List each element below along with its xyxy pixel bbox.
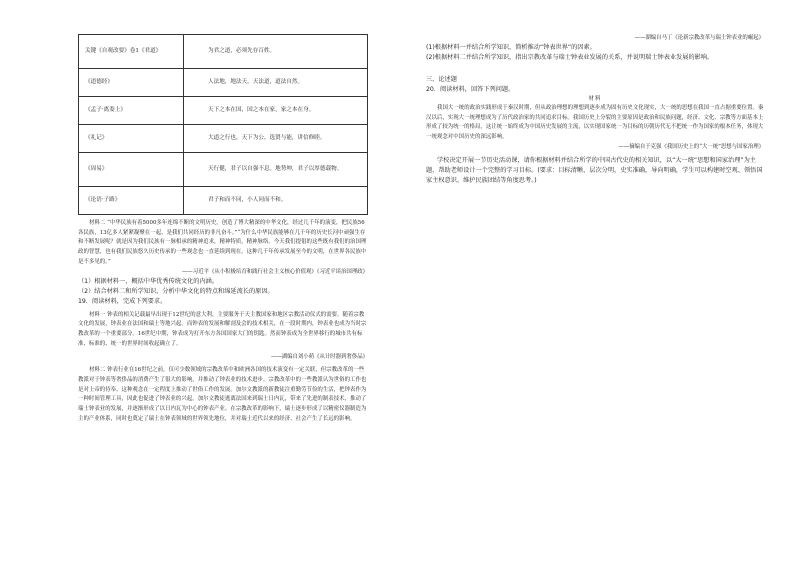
- material-two-citation: ——习近平《从小积极培育和践行社会主义核心价值观》《习近平谈治国理政》: [182, 268, 368, 275]
- table-cell-source: 《道德经》: [79, 69, 184, 97]
- section-heading: 三、论述题: [426, 76, 457, 83]
- table-cell-source: 《礼记》: [79, 125, 184, 153]
- classics-table: [78, 34, 368, 215]
- question-20-intro: 20．阅读材料，回答下列问题。: [426, 86, 515, 93]
- table-cell-text: 天下之本在国，国之本在家，家之本在身。: [184, 97, 368, 125]
- table-cell-source: 《论语·子路》: [79, 187, 184, 215]
- table-cell-text: 君子和而不同，小人同而不和。: [184, 187, 368, 215]
- q19-material-two-citation: ——湖编自马丁《论新宗教改革与瑞士钟表业的崛起》: [634, 35, 764, 41]
- table-row: [79, 187, 368, 215]
- table-row: [79, 153, 368, 187]
- table-row: [79, 69, 368, 97]
- question-18-part-2: （2）结合材料二和所学知识，分析中华文化的特点和绵延流长的原因。: [78, 287, 274, 295]
- table-cell-source: 《孟子·离娄上》: [79, 97, 184, 125]
- table-row: [79, 35, 368, 69]
- table-row: [79, 125, 368, 153]
- q19-material-one-citation: ——湖编自刘小萌《从计时器到奢侈品》: [270, 354, 368, 361]
- table-cell-text: 为君之道，必须先存百姓。: [184, 35, 368, 69]
- material-label: 材料: [588, 96, 602, 102]
- q20-material-citation: ——摘编自于克强《我国历史上的“大一统”思想与国家治理》: [618, 143, 764, 150]
- table-cell-text: 大道之行也，天下为公，选贤与能，讲信修睦。: [184, 125, 368, 153]
- table-cell-text: 人法地，地法天，天法道，道法自然。: [184, 69, 368, 97]
- q20-material: 我国大一统的政治实践形成于秦汉时期，但从政治理想的理想到逐步成为固有历史文化现实，大一统的思想在我国一直占据重要位置。秦汉以后，实现大一统理想成为了历代政治家的共同追求目标。我国历史上分裂的主要原因是政治和民族问题，经济、文化、宗教等方面基本上形成了较为统一的格局，这让统一始终成为中国历史发展的主流，以实现国家统一为目标的历朝历代无不把统一作为国家的根本任务，体现大一统观念对中国历史的深远影响。: [426, 105, 764, 141]
- left-column: [78, 34, 368, 425]
- table-cell-source: 关键《自观改要》卷1《君道》: [79, 35, 184, 69]
- question-19-part-2: (2)根据材料二并结合所学知识，指出宗教改革与瑞士钟表业发展的关系，并说明瑞士钟表业发展的影响。: [426, 54, 714, 61]
- question-19-intro: 19．阅读材料，完成下列要求。: [78, 297, 167, 305]
- table-row: [79, 97, 368, 125]
- question-19-part-1: (1)根据材料一并结合所学知识，简析推动“钟表世界”的因素。: [426, 44, 596, 51]
- q19-material-two: 材料二 钟表行业在16世纪之前，仅可少数领域的宗教改革中和欧洲各国的技术演变有一定关联，但宗教改革的一些教派对于钟表等奢侈品的消费产生了很大的影响，并推动了钟表业的技术进步。宗教改革中的一些教派认为世俗的工作也是对上帝的侍奉，这种观念在一定程度上推动了世俗工作的发展。加尔文教派的新教徒注重勤劳节俭的生活，把钟表作为一种时间管理工具，因此也促进了钟表业的兴起。加尔文教徒逃离法国来到瑞士日内瓦，带来了先进的制表技术，推动了瑞士钟表业的发展，并逐渐形成了以日内瓦为中心的钟表产业。在宗教改革的影响下，瑞士逐步形成了以精密仪器制造为主的产业体系，同时也奠定了瑞士在钟表领域的世界领先地位，并对瑞士近代以来的经济、社会产生了长远的影响。: [78, 367, 367, 422]
- right-column: [426, 34, 764, 186]
- q19-material-one: 材料一 钟表的相关记载最早出现于12世纪的意大利，主要服务于天主教国家和地区宗教活动仪式的需要。随着宗教文化的发展，钟表业在法国和瑞士等地兴起。而钟表的发展和解剖及会的技术相关，在一段时期内，钟表业也成为当时宗教改革的一个重要部分。16世纪中期，钟表成为打开东方各国国家大门的钥匙。然而钟表成为全世界移行的城市共有标准，标准的、统一的世界时间收起确立了。: [78, 311, 367, 347]
- question-18-part-1: （1）根据材料一，概括中华优秀传统文化的内涵。: [78, 277, 219, 285]
- material-two-text: 材料二 “中华民族有着5000多年连绵不断的文明历史，创造了博大精深的中华文化，经过几千年的演变，把民族56各民族，13亿多人紧紧凝聚在一起，是我们共同经历的非凡奋斗。”“为什么中华民族能够在几千年的历史长河中顽强生存和不断发展呢？就是因为我们民族有一脉相承的精神追求，精神特质，精神脉络。今天我们提倡的这些既有我们的治国理政的智慧，也有我们民族悠久历史传承的一些观念也一直延续到现在。这种几千年传承发展至今的文明，在世界各民族中是不多见的。”: [78, 220, 367, 265]
- table-cell-text: 天行健，君子以自强不息。地势坤，君子以厚德载物。: [184, 153, 368, 187]
- question-20-task: 学校决定开展一节历史活动课，请你根据材料并结合所学的中国古代史的相关知识，以“大一统”思想和国家治理”为主题，帮助老师设计一个完整的学习目标。(要求：目标清晰，层次分明，史实准确，导向明确，学生可以构建时空观、领悟国家主权意识、维护民族团结等角度思考。): [426, 156, 763, 184]
- table-cell-source: 《周易》: [79, 153, 184, 187]
